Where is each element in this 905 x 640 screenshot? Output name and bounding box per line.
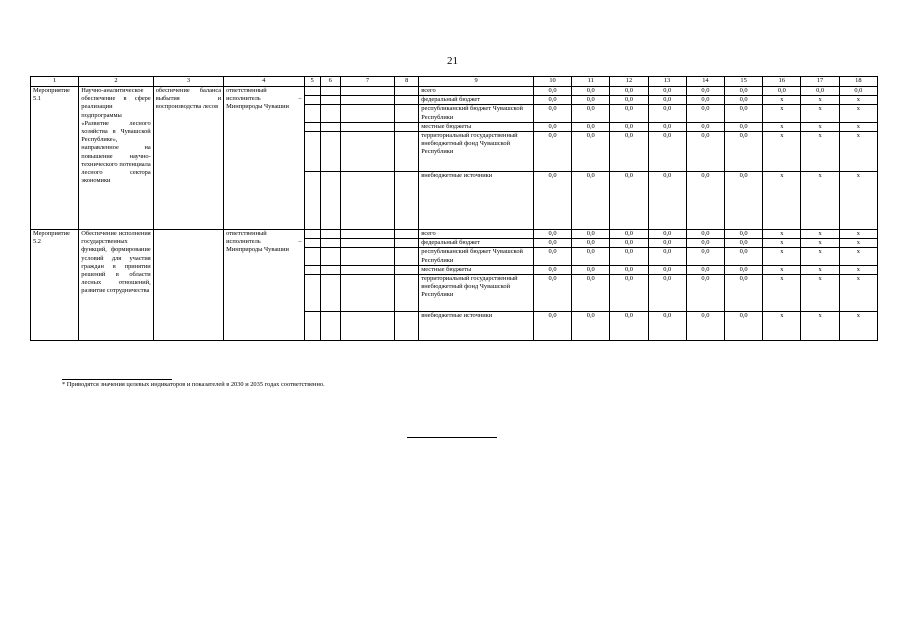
value-cell: х: [839, 239, 877, 248]
value-cell: 0,0: [572, 172, 610, 230]
value-cell: х: [839, 132, 877, 172]
funding-source: федеральный бюджет: [419, 239, 534, 248]
empty-cell: [340, 248, 394, 265]
column-header: 9: [419, 77, 534, 87]
value-cell: 0,0: [648, 132, 686, 172]
value-cell: 0,0: [686, 275, 724, 312]
value-cell: 0,0: [648, 172, 686, 230]
value-cell: 0,0: [725, 122, 763, 131]
empty-cell: [340, 122, 394, 131]
empty-cell: [304, 105, 320, 122]
measure-goal: обеспечение баланса выбытия и воспроизводства лесов: [153, 87, 223, 230]
value-cell: х: [763, 132, 801, 172]
empty-cell: [340, 172, 394, 230]
empty-cell: [304, 239, 320, 248]
funding-source: местные бюджеты: [419, 265, 534, 274]
value-cell: 0,0: [686, 265, 724, 274]
value-cell: 0,0: [686, 122, 724, 131]
column-header: 7: [340, 77, 394, 87]
value-cell: х: [763, 275, 801, 312]
funding-source: местные бюджеты: [419, 122, 534, 131]
column-header: 10: [533, 77, 571, 87]
empty-cell: [304, 248, 320, 265]
value-cell: х: [839, 96, 877, 105]
value-cell: 0,0: [533, 122, 571, 131]
value-cell: х: [763, 105, 801, 122]
value-cell: 0,0: [686, 87, 724, 96]
value-cell: 0,0: [610, 122, 648, 131]
empty-cell: [340, 275, 394, 312]
value-cell: 0,0: [801, 87, 839, 96]
value-cell: 0,0: [725, 312, 763, 341]
empty-cell: [304, 265, 320, 274]
value-cell: 0,0: [686, 230, 724, 239]
value-cell: 0,0: [572, 230, 610, 239]
value-cell: 0,0: [725, 275, 763, 312]
empty-cell: [340, 265, 394, 274]
value-cell: 0,0: [725, 230, 763, 239]
value-cell: 0,0: [572, 248, 610, 265]
value-cell: 0,0: [648, 105, 686, 122]
empty-cell: [320, 172, 340, 230]
value-cell: х: [801, 239, 839, 248]
value-cell: 0,0: [533, 172, 571, 230]
funding-source: внебюджетные источники: [419, 172, 534, 230]
value-cell: х: [839, 122, 877, 131]
empty-cell: [320, 96, 340, 105]
column-header: 15: [725, 77, 763, 87]
empty-cell: [304, 96, 320, 105]
value-cell: 0,0: [610, 230, 648, 239]
value-cell: 0,0: [686, 96, 724, 105]
value-cell: 0,0: [610, 275, 648, 312]
value-cell: 0,0: [725, 87, 763, 96]
value-cell: 0,0: [610, 265, 648, 274]
column-header: 18: [839, 77, 877, 87]
column-header: 8: [395, 77, 419, 87]
value-cell: 0,0: [610, 105, 648, 122]
value-cell: 0,0: [725, 172, 763, 230]
value-cell: 0,0: [533, 265, 571, 274]
empty-cell: [395, 172, 419, 230]
empty-cell: [340, 105, 394, 122]
value-cell: х: [839, 248, 877, 265]
measure-name: Научно-аналитическое обеспечение в сфере реализации подпрограммы «Развитие лесного хозяйства в Чувашской Республике», направленное на повышение научно-технического потенциала лесного сектора экономики: [79, 87, 153, 230]
value-cell: 0,0: [572, 87, 610, 96]
value-cell: х: [839, 275, 877, 312]
column-header: 13: [648, 77, 686, 87]
value-cell: 0,0: [533, 239, 571, 248]
value-cell: 0,0: [686, 239, 724, 248]
budget-table: [30, 76, 878, 341]
value-cell: 0,0: [533, 312, 571, 341]
value-cell: 0,0: [610, 172, 648, 230]
empty-cell: [304, 172, 320, 230]
value-cell: 0,0: [572, 312, 610, 341]
value-cell: х: [763, 230, 801, 239]
value-cell: 0,0: [725, 239, 763, 248]
value-cell: 0,0: [725, 248, 763, 265]
value-cell: 0,0: [763, 87, 801, 96]
column-header: 12: [610, 77, 648, 87]
empty-cell: [320, 132, 340, 172]
value-cell: х: [801, 105, 839, 122]
value-cell: 0,0: [533, 230, 571, 239]
empty-cell: [320, 230, 340, 239]
value-cell: х: [763, 248, 801, 265]
value-cell: 0,0: [572, 132, 610, 172]
empty-cell: [395, 230, 419, 239]
empty-cell: [340, 239, 394, 248]
footnote: * Приводятся значения целевых индикаторов и показателей в 2030 и 2035 годах соответственно.: [62, 381, 325, 388]
value-cell: 0,0: [686, 248, 724, 265]
measure-id: Мероприятие 5.1: [31, 87, 79, 230]
empty-cell: [304, 312, 320, 341]
value-cell: 0,0: [533, 248, 571, 265]
value-cell: х: [763, 96, 801, 105]
value-cell: х: [801, 96, 839, 105]
funding-source: федеральный бюджет: [419, 96, 534, 105]
empty-cell: [395, 312, 419, 341]
value-cell: 0,0: [725, 132, 763, 172]
value-cell: 0,0: [648, 122, 686, 131]
value-cell: 0,0: [533, 87, 571, 96]
value-cell: х: [801, 230, 839, 239]
value-cell: 0,0: [648, 248, 686, 265]
value-cell: х: [839, 312, 877, 341]
empty-cell: [395, 105, 419, 122]
funding-source: территориальный государственный внебюджетный фонд Чувашской Республики: [419, 132, 534, 172]
empty-cell: [304, 132, 320, 172]
empty-cell: [320, 248, 340, 265]
empty-cell: [395, 122, 419, 131]
footnote-divider: [62, 379, 172, 380]
value-cell: 0,0: [686, 172, 724, 230]
funding-source: всего: [419, 230, 534, 239]
value-cell: 0,0: [610, 87, 648, 96]
value-cell: 0,0: [686, 105, 724, 122]
empty-cell: [304, 122, 320, 131]
empty-cell: [340, 96, 394, 105]
value-cell: 0,0: [572, 275, 610, 312]
table-row: [31, 87, 878, 96]
empty-cell: [340, 87, 394, 96]
value-cell: х: [763, 312, 801, 341]
value-cell: х: [839, 230, 877, 239]
empty-cell: [340, 132, 394, 172]
empty-cell: [320, 275, 340, 312]
value-cell: 0,0: [533, 275, 571, 312]
value-cell: 0,0: [686, 132, 724, 172]
empty-cell: [395, 265, 419, 274]
value-cell: х: [801, 132, 839, 172]
value-cell: 0,0: [572, 122, 610, 131]
empty-cell: [395, 132, 419, 172]
value-cell: 0,0: [648, 265, 686, 274]
end-divider: [407, 437, 497, 438]
funding-source: всего: [419, 87, 534, 96]
empty-cell: [320, 105, 340, 122]
value-cell: 0,0: [648, 275, 686, 312]
funding-source: республиканский бюджет Чувашской Республики: [419, 105, 534, 122]
value-cell: 0,0: [610, 132, 648, 172]
column-header: 11: [572, 77, 610, 87]
value-cell: 0,0: [725, 96, 763, 105]
value-cell: х: [801, 275, 839, 312]
value-cell: 0,0: [572, 265, 610, 274]
value-cell: х: [763, 172, 801, 230]
column-header: 3: [153, 77, 223, 87]
column-header: 2: [79, 77, 153, 87]
empty-cell: [320, 122, 340, 131]
column-header: 14: [686, 77, 724, 87]
value-cell: 0,0: [610, 239, 648, 248]
value-cell: х: [801, 312, 839, 341]
empty-cell: [304, 275, 320, 312]
value-cell: 0,0: [533, 105, 571, 122]
value-cell: 0,0: [725, 265, 763, 274]
measure-goal: [153, 230, 223, 341]
column-header: 4: [224, 77, 304, 87]
measure-name: Обеспечение исполнения государственных функций, формирование условий для участия граждан в принятии решений в области лесных отношений, развитие сотрудничества: [79, 230, 153, 341]
measure-executor: ответственный исполнитель – Минприроды Чувашии: [224, 230, 304, 341]
value-cell: 0,0: [725, 105, 763, 122]
value-cell: х: [801, 172, 839, 230]
empty-cell: [304, 230, 320, 239]
value-cell: 0,0: [648, 87, 686, 96]
empty-cell: [320, 265, 340, 274]
measure-executor: ответственный исполнитель – Минприроды Чувашии: [224, 87, 304, 230]
empty-cell: [304, 87, 320, 96]
empty-cell: [395, 248, 419, 265]
value-cell: 0,0: [572, 96, 610, 105]
value-cell: х: [763, 239, 801, 248]
empty-cell: [320, 239, 340, 248]
column-header: 5: [304, 77, 320, 87]
funding-source: внебюджетные источники: [419, 312, 534, 341]
column-header: 1: [31, 77, 79, 87]
empty-cell: [395, 87, 419, 96]
column-header: 17: [801, 77, 839, 87]
value-cell: 0,0: [610, 96, 648, 105]
table-row: [31, 230, 878, 239]
value-cell: х: [763, 122, 801, 131]
value-cell: х: [801, 122, 839, 131]
value-cell: 0,0: [572, 239, 610, 248]
value-cell: 0,0: [648, 96, 686, 105]
value-cell: х: [801, 248, 839, 265]
empty-cell: [320, 312, 340, 341]
value-cell: х: [839, 265, 877, 274]
empty-cell: [320, 87, 340, 96]
value-cell: х: [801, 265, 839, 274]
value-cell: 0,0: [648, 230, 686, 239]
value-cell: 0,0: [686, 312, 724, 341]
value-cell: 0,0: [648, 312, 686, 341]
funding-source: республиканский бюджет Чувашской Республики: [419, 248, 534, 265]
value-cell: 0,0: [533, 96, 571, 105]
value-cell: х: [839, 172, 877, 230]
value-cell: х: [763, 265, 801, 274]
empty-cell: [340, 312, 394, 341]
value-cell: 0,0: [610, 312, 648, 341]
column-header: 6: [320, 77, 340, 87]
measure-id: Мероприятие 5.2: [31, 230, 79, 341]
empty-cell: [340, 230, 394, 239]
empty-cell: [395, 239, 419, 248]
value-cell: 0,0: [610, 248, 648, 265]
value-cell: х: [839, 105, 877, 122]
header-row: [31, 77, 878, 87]
value-cell: 0,0: [533, 132, 571, 172]
empty-cell: [395, 275, 419, 312]
value-cell: 0,0: [648, 239, 686, 248]
value-cell: 0,0: [572, 105, 610, 122]
funding-source: территориальный государственный внебюджетный фонд Чувашской Республики: [419, 275, 534, 312]
empty-cell: [395, 96, 419, 105]
value-cell: 0,0: [839, 87, 877, 96]
page-number: 21: [447, 55, 458, 67]
column-header: 16: [763, 77, 801, 87]
